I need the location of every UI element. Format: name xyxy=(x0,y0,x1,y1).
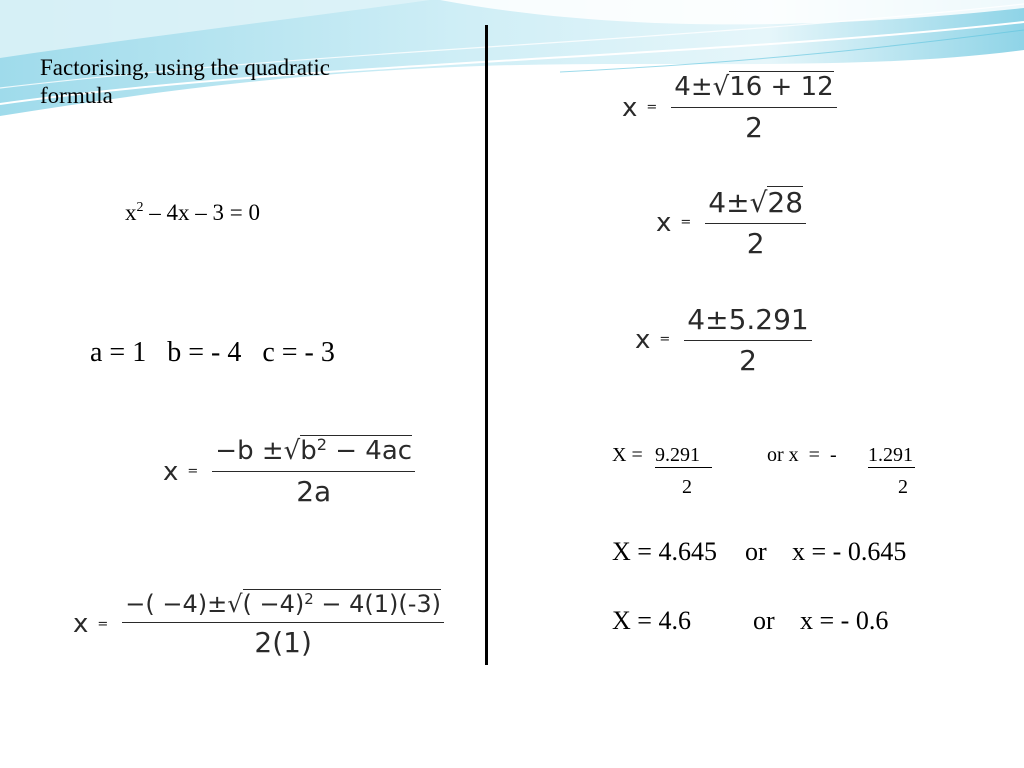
formula-numerator xyxy=(671,71,836,105)
root-1-decimal: X = 4.645 xyxy=(612,537,717,566)
formula-equals: = xyxy=(659,332,671,348)
radicand-exponent: 2 xyxy=(316,435,327,455)
root-1-rounded: X = 4.6 xyxy=(612,606,691,635)
numerator-prefix: 4± xyxy=(674,72,713,102)
quadratic-equation xyxy=(125,199,260,227)
formula-fraction xyxy=(212,435,415,508)
formula-numerator: 4±5.291 xyxy=(687,303,809,336)
radical-sign: √ xyxy=(227,590,243,618)
formula-fraction xyxy=(684,302,811,378)
radicand-rest: − 4(1)(-3) xyxy=(313,590,442,618)
radicand xyxy=(243,589,442,617)
formula-denominator: 2(1) xyxy=(254,626,312,660)
formula-denominator: 2 xyxy=(746,227,765,261)
numerator-prefix: −( −4)± xyxy=(125,590,228,618)
root-1-numerator: 9.291 xyxy=(655,445,712,468)
formula-fraction xyxy=(671,71,836,144)
fraction-bar xyxy=(684,340,811,341)
radicand-base: ( −4) xyxy=(242,590,305,618)
formula-numerator xyxy=(122,589,444,620)
radicand-exponent: 2 xyxy=(304,589,314,608)
formula-denominator: 2 xyxy=(739,344,757,378)
root-1-denominator: 2 xyxy=(682,476,692,498)
radicand: 16 + 12 xyxy=(729,72,834,102)
root-2-rounded: x = - 0.6 xyxy=(800,606,889,635)
column-divider-line xyxy=(485,25,488,665)
solution-step-3 xyxy=(635,302,812,378)
radicand xyxy=(300,435,412,466)
radical-sign: √ xyxy=(712,72,730,102)
solution-step-2 xyxy=(656,185,806,261)
equation-rest: – 4x – 3 = 0 xyxy=(143,200,260,225)
formula-fraction xyxy=(122,589,444,660)
numerator-prefix: 4± xyxy=(708,186,750,219)
radicand-rest: − 4ac xyxy=(326,436,413,466)
coefficients-line: a = 1 b = - 4 c = - 3 xyxy=(90,337,335,368)
fraction-bar xyxy=(671,107,836,108)
formula-variable: x xyxy=(656,207,672,238)
formula-numerator xyxy=(212,435,415,469)
fraction-bar xyxy=(212,471,415,472)
radical-sign: √ xyxy=(283,436,301,466)
formula-equals: = xyxy=(187,464,199,480)
formula-variable: x xyxy=(163,456,179,487)
formula-fraction xyxy=(705,185,806,261)
formula-equals: = xyxy=(646,100,658,116)
root-2-denominator: 2 xyxy=(898,476,908,498)
equation-exponent: 2 xyxy=(136,200,144,215)
formula-denominator: 2a xyxy=(296,474,332,508)
radical-sign: √ xyxy=(749,186,768,219)
formula-variable: x xyxy=(622,92,638,123)
slide-title-line-1: Factorising, using the quadratic xyxy=(40,55,330,80)
formula-denominator: 2 xyxy=(745,110,763,144)
radicand: 28 xyxy=(767,186,804,219)
numerator-prefix: −b ± xyxy=(215,436,284,466)
rounded-or-label: or xyxy=(753,606,775,635)
fraction-bar xyxy=(705,223,806,224)
root-2-decimal: x = - 0.645 xyxy=(792,537,907,566)
solution-step-1 xyxy=(622,71,837,144)
slide-title-line-2: formula xyxy=(40,83,113,108)
fraction-bar xyxy=(122,622,444,623)
root-1-label: X = xyxy=(612,444,643,466)
substituted-formula xyxy=(73,589,444,660)
equation-base: x xyxy=(125,200,137,225)
formula-equals: = xyxy=(680,215,692,231)
root-2-numerator: 1.291 xyxy=(868,444,913,466)
root-2-label: or x = - xyxy=(767,444,837,466)
decimal-or-label: or xyxy=(745,537,767,566)
formula-variable: x xyxy=(73,609,89,640)
slide-title xyxy=(40,54,330,110)
radicand-base: b xyxy=(300,436,317,466)
formula-numerator xyxy=(705,185,806,221)
formula-variable: x xyxy=(635,324,651,355)
general-quadratic-formula xyxy=(163,435,415,508)
formula-equals: = xyxy=(97,616,109,632)
